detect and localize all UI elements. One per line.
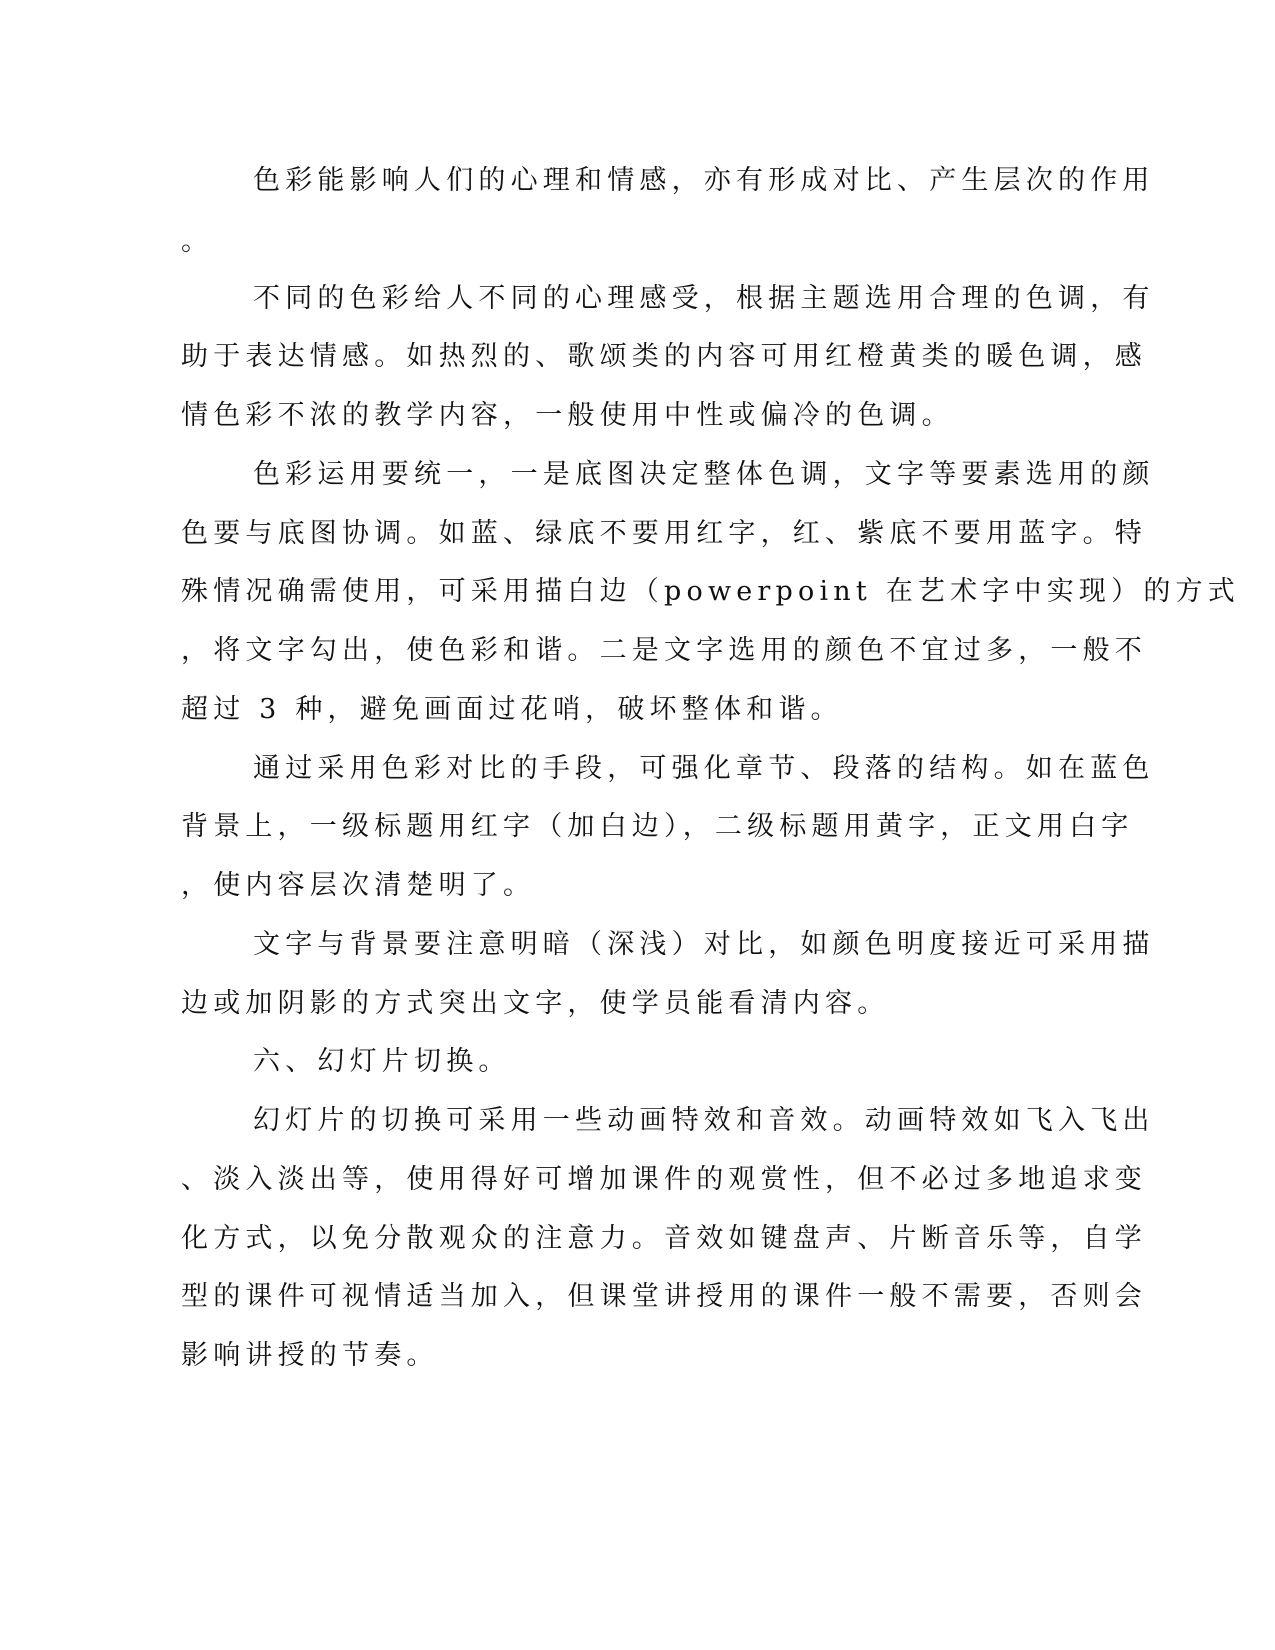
text-line: 殊情况确需使用，可采用描白边（powerpoint 在艺术字中实现）的方式 xyxy=(181,576,1240,607)
text-line: 文字与背景要注意明暗（深浅）对比，如颜色明度接近可采用描 xyxy=(253,929,1155,960)
text-line: 、淡入淡出等，使用得好可增加课件的观赏性，但不必过多地追求变 xyxy=(181,1164,1147,1195)
text-line: 色彩运用要统一，一是底图决定整体色调，文字等要素选用的颜 xyxy=(253,459,1155,490)
text-line: 影响讲授的节奏。 xyxy=(181,1340,439,1371)
text-line: 助于表达情感。如热烈的、歌颂类的内容可用红橙黄类的暖色调，感 xyxy=(181,341,1147,372)
text-line: 情色彩不浓的教学内容，一般使用中性或偏冷的色调。 xyxy=(181,400,954,431)
text-line: 幻灯片的切换可采用一些动画特效和音效。动画特效如飞入飞出 xyxy=(253,1105,1155,1136)
text-line: ，使内容层次清楚明了。 xyxy=(181,870,536,901)
text-line: 边或加阴影的方式突出文字，使学员能看清内容。 xyxy=(181,988,890,1019)
text-line: 超过 3 种，避免画面过花哨，破坏整体和谐。 xyxy=(181,694,843,725)
text-line: 化方式，以免分散观众的注意力。音效如键盘声、片断音乐等，自学 xyxy=(181,1223,1147,1254)
text-line: 色要与底图协调。如蓝、绿底不要用红字，红、紫底不要用蓝字。特 xyxy=(181,518,1147,549)
section-heading: 六、幻灯片切换。 xyxy=(253,1046,511,1077)
text-line: 通过采用色彩对比的手段，可强化章节、段落的结构。如在蓝色 xyxy=(253,753,1155,784)
text-line: ，将文字勾出，使色彩和谐。二是文字选用的颜色不宜过多，一般不 xyxy=(181,635,1147,666)
text-line: 背景上，一级标题用红字（加白边），二级标题用黄字，正文用白字 xyxy=(181,811,1134,842)
text-line: 不同的色彩给人不同的心理感受，根据主题选用合理的色调，有 xyxy=(253,283,1155,314)
text-line: 色彩能影响人们的心理和情感，亦有形成对比、产生层次的作用 xyxy=(253,165,1155,196)
text-line: 。 xyxy=(181,226,214,257)
text-line: 型的课件可视情适当加入，但课堂讲授用的课件一般不需要，否则会 xyxy=(181,1281,1147,1312)
